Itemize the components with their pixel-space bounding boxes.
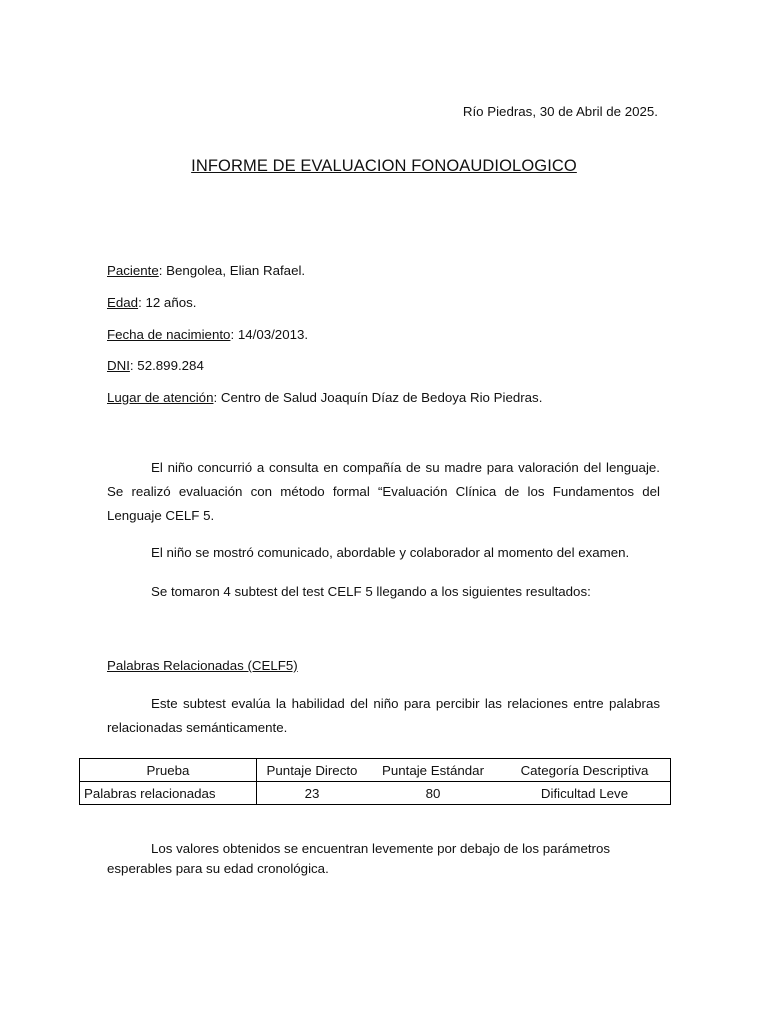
table-cell: 23	[257, 782, 368, 805]
results-table	[79, 758, 671, 805]
care-place-label: Lugar de atención	[107, 390, 214, 405]
patient-dob-value: : 14/03/2013.	[230, 327, 309, 342]
table-cell: 80	[367, 782, 499, 805]
patient-dob-field	[107, 327, 308, 342]
patient-name-field	[107, 263, 305, 278]
report-title: INFORME DE EVALUACION FONOAUDIOLOGICO	[191, 157, 577, 175]
patient-age-field	[107, 295, 196, 310]
patient-dni-value: : 52.899.284	[129, 358, 204, 373]
subtests-paragraph: Se tomaron 4 subtest del test CELF 5 llegando a los siguientes resultados:	[151, 584, 591, 599]
patient-age-value: : 12 años.	[138, 295, 197, 310]
patient-age-label: Edad	[107, 295, 139, 310]
section-description: Este subtest evalúa la habilidad del niño para percibir las relaciones entre palabras relacionadas semánticamente.	[107, 696, 660, 735]
table-row	[80, 782, 671, 805]
patient-name-label: Paciente	[107, 263, 159, 278]
table-cell: Palabras relacionadas	[80, 782, 257, 805]
table-header-cell: Puntaje Estándar	[367, 759, 499, 782]
patient-dni-field	[107, 358, 204, 373]
patient-dni-label: DNI	[107, 358, 130, 373]
care-place-value: : Centro de Salud Joaquín Díaz de Bedoya Rio Piedras.	[213, 390, 543, 405]
patient-name-value: : Bengolea, Elian Rafael.	[158, 263, 306, 278]
care-place-field	[107, 390, 542, 405]
table-header-cell: Puntaje Directo	[257, 759, 368, 782]
patient-dob-label: Fecha de nacimiento	[107, 327, 231, 342]
table-header-cell: Prueba	[80, 759, 257, 782]
intro-paragraph: El niño concurrió a consulta en compañía de su madre para valoración del lenguaje. Se realizó evaluación con método formal “Evaluación Clínica de los Fundamentos del Lenguaje CELF 5.	[107, 460, 660, 523]
table-header-cell: Categoría Descriptiva	[499, 759, 671, 782]
behavior-paragraph: El niño se mostró comunicado, abordable y colaborador al momento del examen.	[151, 545, 630, 560]
table-cell: Dificultad Leve	[499, 782, 671, 805]
closing-paragraph: Los valores obtenidos se encuentran levemente por debajo de los parámetros esperables para su edad cronológica.	[107, 841, 611, 876]
section-title: Palabras Relacionadas (CELF5)	[107, 658, 298, 673]
place-date: Río Piedras, 30 de Abril de 2025.	[462, 104, 658, 119]
table-header-row	[80, 759, 671, 782]
